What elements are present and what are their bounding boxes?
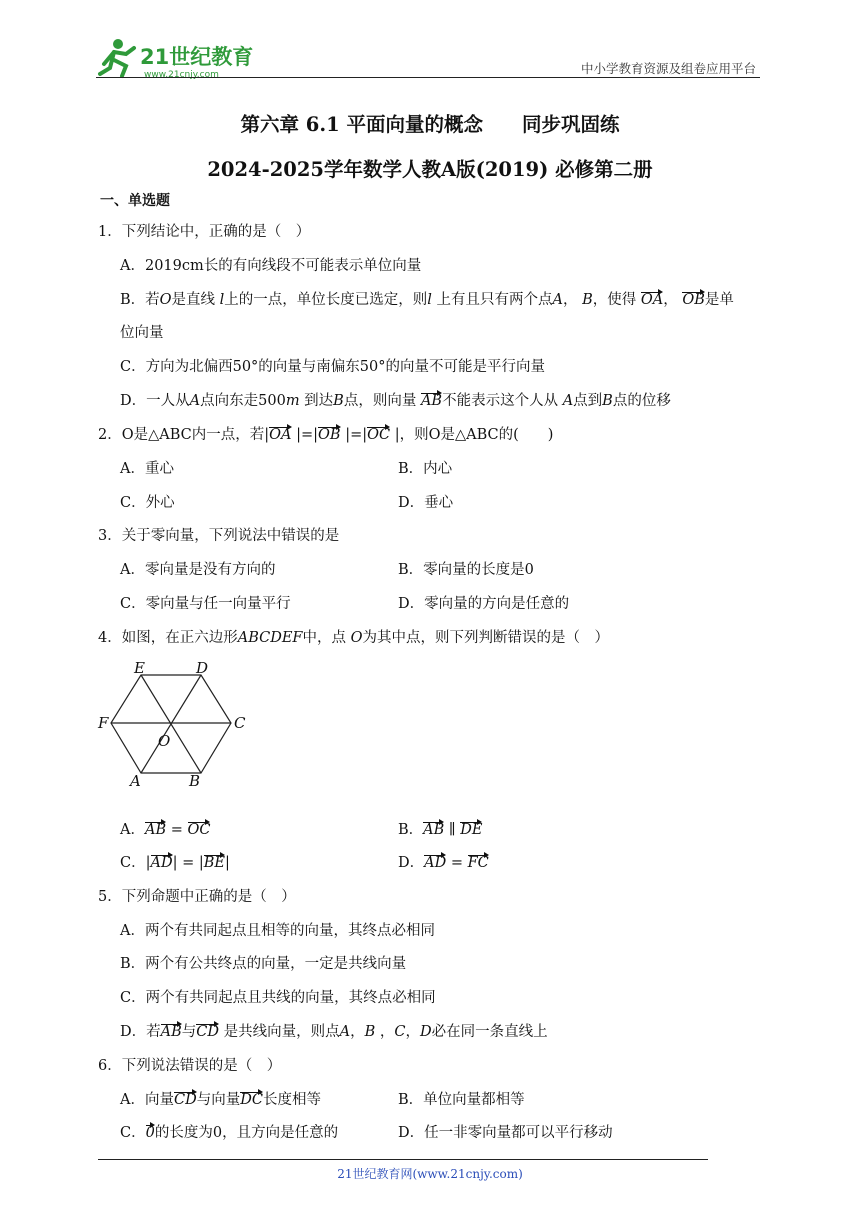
platform-name: 中小学教育资源及组卷应用平台 [580, 61, 756, 76]
q4-stem: 4．如图，在正六边形ABCDEF中，点 O为其中点，则下列判断错误的是（ ） [98, 630, 609, 646]
vector-ab: AB [420, 393, 443, 409]
label-c: C [234, 714, 246, 732]
label-o: O [158, 732, 171, 750]
q3-option-c: C．零向量与任一向量平行 [120, 596, 291, 612]
hexagon-figure [96, 660, 246, 788]
vector-oa: OA [640, 292, 664, 308]
q3-option-b: B．零向量的长度是0 [398, 562, 534, 578]
q1-option-b-cont: 位向量 [120, 325, 164, 341]
q5-stem: 5．下列命题中正确的是（ ） [98, 889, 296, 905]
label-d: D [196, 660, 209, 677]
footer-rule [98, 1159, 708, 1160]
page-title-line1: 第六章 6.1 平面向量的概念 同步巩固练 [240, 113, 620, 136]
vector-ob: OB [318, 427, 341, 443]
q6-option-d: D．任一非零向量都可以平行移动 [398, 1125, 613, 1141]
q5-option-c: C．两个有共同起点且共线的向量，其终点必相同 [120, 990, 436, 1006]
vector-oa: OA [269, 427, 292, 443]
q5-option-d: D．若AB与CD 是共线向量，则点A，B ，C，D必在同一条直线上 [120, 1024, 548, 1040]
q2-option-d: D．垂心 [398, 495, 454, 511]
q2-option-b: B．内心 [398, 461, 453, 477]
q2-option-a: A．重心 [120, 461, 174, 477]
site-logo [96, 34, 266, 82]
q1-option-b: B．若O是直线 l上的一点，单位长度已选定，则l 上有且只有两个点A， B，使得 OA， OB是单 [120, 292, 734, 308]
q6-option-a: A．向量CD与向量DC长度相等 [120, 1092, 321, 1108]
q3-option-a: A．零向量是没有方向的 [120, 562, 276, 578]
q3-option-d: D．零向量的方向是任意的 [398, 596, 570, 612]
label-f: F [98, 714, 109, 732]
logo-url: www.21cnjy.com [144, 70, 219, 80]
page-title-line2: 2024-2025学年数学人教A版(2019) 必修第二册 [207, 158, 653, 181]
logo-text: 21世纪教育 [140, 45, 254, 69]
q2-option-c: C．外心 [120, 495, 175, 511]
label-b: B [189, 772, 201, 788]
q2-stem: 2．O是△ABC内一点，若|OA |=|OB |=|OC |，则O是△ABC的( ) [98, 427, 554, 443]
q6-option-b: B．单位向量都相等 [398, 1092, 525, 1108]
header-rule [96, 77, 760, 78]
q1-stem: 1．下列结论中，正确的是（ ） [98, 224, 311, 240]
q1-option-d: D．一人从A点向东走500m 到达B点，则向量 AB不能表示这个人从 A点到B点的位移 [120, 393, 671, 409]
runner-icon [100, 39, 134, 76]
q6-stem: 6．下列说法错误的是（ ） [98, 1058, 282, 1074]
q5-option-a: A．两个有共同起点且相等的向量，其终点必相同 [120, 923, 435, 939]
vector-oc: OC [367, 427, 391, 443]
q4-option-c: C．|AD| = |BE| [120, 855, 230, 871]
label-a: A [130, 772, 141, 788]
q1-option-a: A．2019cm长的有向线段不可能表示单位向量 [120, 258, 422, 274]
q3-stem: 3．关于零向量，下列说法中错误的是 [98, 528, 340, 544]
footer-text: 21世纪教育网(www.21cnjy.com) [337, 1167, 523, 1181]
section-heading: 一、单选题 [100, 193, 170, 209]
q4-option-a: A．AB = OC [120, 822, 211, 838]
q5-option-b: B．两个有公共终点的向量，一定是共线向量 [120, 956, 407, 972]
q1-option-c: C．方向为北偏西50°的向量与南偏东50°的向量不可能是平行向量 [120, 359, 545, 375]
label-e: E [134, 660, 145, 677]
q6-option-c: C．0的长度为0，且方向是任意的 [120, 1125, 339, 1141]
q4-option-b: B．AB ∥ DE [398, 822, 483, 838]
vector-ob: OB [682, 292, 705, 308]
q4-option-d: D．AD = FC [398, 855, 489, 871]
